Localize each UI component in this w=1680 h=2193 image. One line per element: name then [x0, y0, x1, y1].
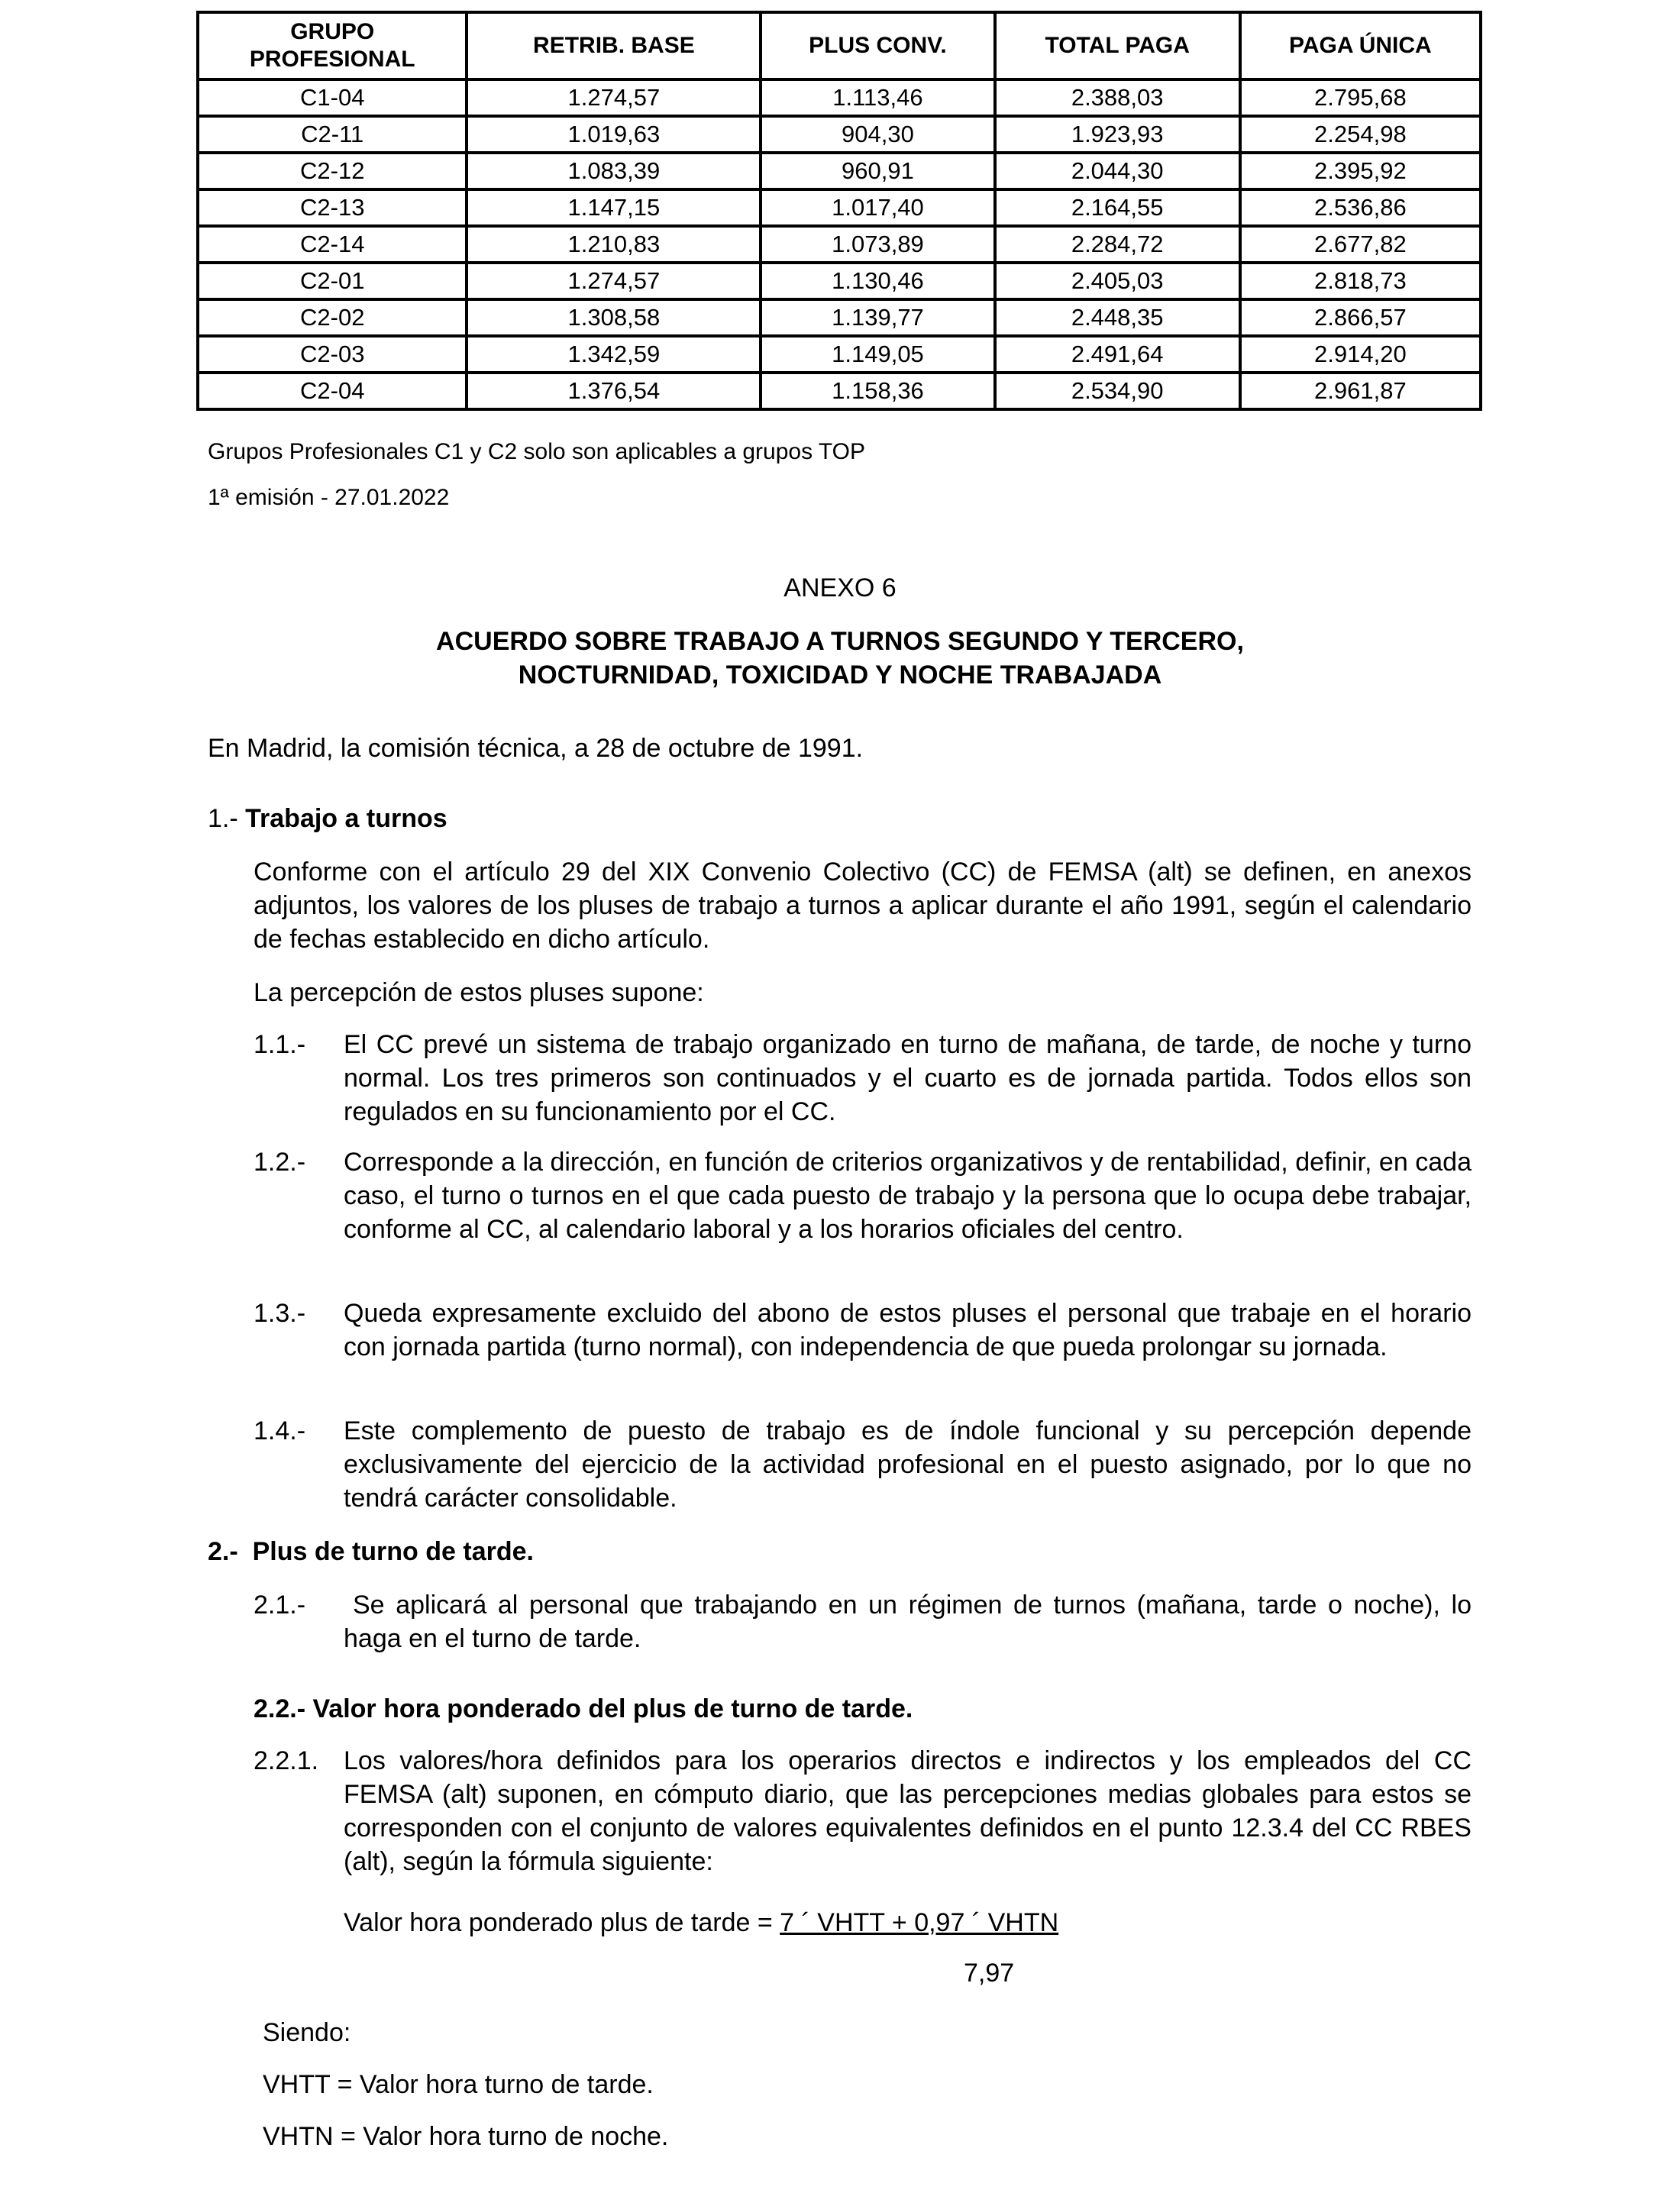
formula: [344, 1906, 1058, 1939]
item-text: Corresponde a la dirección, en función de criterios organizativos y de rentabilidad, definir, en cada caso, el turno o turnos en el que cada puesto de trabajo y la persona que lo ocupa debe trabajar, conforme al CC, al calendario laboral y a los horarios oficiales del centro.: [344, 1148, 1472, 1244]
cell-total: 2.448,35: [995, 299, 1240, 336]
cell-unica: 2.677,82: [1240, 226, 1481, 263]
item-text: Este complemento de puesto de trabajo es de índole funcional y su percepción depende exclusivamente del ejercicio de la actividad profesional en el puesto asignado, por lo que no tendrá carácter consolidable.: [344, 1416, 1472, 1513]
annex-title-line1: ACUERDO SOBRE TRABAJO A TURNOS SEGUNDO Y TERCERO,: [436, 627, 1244, 656]
section2-heading: [208, 1535, 534, 1568]
cell-retrib: 1.308,58: [467, 299, 761, 336]
cell-retrib: 1.210,83: [467, 226, 761, 263]
item-label: 1.3.-: [254, 1299, 306, 1328]
list-item-1-3: [254, 1297, 1472, 1364]
list-item-2-1: [254, 1588, 1472, 1655]
cell-total: 1.923,93: [995, 116, 1240, 153]
cell-retrib: 1.342,59: [467, 336, 761, 373]
cell-unica: 2.866,57: [1240, 299, 1481, 336]
cell-unica: 2.254,98: [1240, 116, 1481, 153]
item-text: Queda expresamente excluido del abono de estos pluses el personal que trabaje en el horario con jornada partida (turno normal), con independencia de que pueda prolongar su jornada.: [344, 1299, 1472, 1361]
cell-group: C2-03: [198, 336, 467, 373]
cell-plus: 1.017,40: [761, 189, 994, 226]
table-row: [198, 189, 1481, 226]
list-item-1-4: [254, 1414, 1472, 1515]
item-label: 2.1.-: [254, 1591, 306, 1620]
formula-numerator: 7 ´ VHTT + 0,97 ´ VHTN: [780, 1908, 1059, 1937]
formula-denominator: 7,97: [964, 1959, 1015, 1988]
header-retrib-base: RETRIB. BASE: [467, 12, 761, 79]
item-text: Los valores/hora definidos para los operarios directos e indirectos y los empleados del CC FEMSA (alt) suponen, en cómputo diario, que las percepciones medias globales para estos se corresponden con el conjunto de valores equivalentes definidos en el punto 12.3.4 del CC RBES (alt), según la fórmula siguiente:: [344, 1746, 1472, 1876]
cell-group: C2-01: [198, 263, 467, 299]
table-row: [198, 153, 1481, 189]
cell-plus: 960,91: [761, 153, 994, 189]
cell-retrib: 1.376,54: [467, 373, 761, 409]
cell-total: 2.284,72: [995, 226, 1240, 263]
cell-group: C2-04: [198, 373, 467, 409]
item-label: 1.4.-: [254, 1416, 306, 1445]
cell-group: C2-02: [198, 299, 467, 336]
cell-unica: 2.795,68: [1240, 79, 1481, 116]
table-row: [198, 226, 1481, 263]
cell-retrib: 1.083,39: [467, 153, 761, 189]
table-row: [198, 263, 1481, 299]
cell-total: 2.534,90: [995, 373, 1240, 409]
table-row: [198, 79, 1481, 116]
list-item-1-2: [254, 1145, 1472, 1246]
table-row: [198, 336, 1481, 373]
item-text: El CC prevé un sistema de trabajo organizado en turno de mañana, de tarde, de noche y turno normal. Los tres primeros son continuados y el cuarto es de jornada partida. Todos ellos son regulados en su funcionamiento por el CC.: [344, 1030, 1472, 1126]
header-total-paga: TOTAL PAGA: [995, 12, 1240, 79]
item-text: Se aplicará al personal que trabajando en un régimen de turnos (mañana, tarde o noche), lo haga en el turno de tarde.: [344, 1591, 1472, 1653]
item-label: 1.2.-: [254, 1148, 306, 1177]
formula-lhs: Valor hora ponderado plus de tarde =: [344, 1908, 780, 1937]
cell-retrib: 1.019,63: [467, 116, 761, 153]
cell-plus: 1.073,89: [761, 226, 994, 263]
groups-note: Grupos Profesionales C1 y C2 solo son aplicables a grupos TOP: [208, 439, 866, 464]
section1-intro: Conforme con el artículo 29 del XIX Convenio Colectivo (CC) de FEMSA (alt) se definen, en anexos adjuntos, los valores de los pluses de trabajo a turnos a aplicar durante el año 1991, según el calendario de fechas establecido en dicho artículo.: [254, 857, 1472, 954]
cell-unica: 2.914,20: [1240, 336, 1481, 373]
cell-total: 2.405,03: [995, 263, 1240, 299]
cell-plus: 1.149,05: [761, 336, 994, 373]
cell-group: C2-13: [198, 189, 467, 226]
cell-group: C2-12: [198, 153, 467, 189]
header-plus-conv: PLUS CONV.: [761, 12, 994, 79]
annex-label: ANEXO 6: [783, 573, 897, 602]
cell-total: 2.388,03: [995, 79, 1240, 116]
item-label: 1.1.-: [254, 1030, 306, 1059]
place-date: En Madrid, la comisión técnica, a 28 de octubre de 1991.: [208, 734, 864, 763]
section1-number: 1.-: [208, 804, 238, 833]
section1-lead: La percepción de estos pluses supone:: [254, 978, 704, 1007]
annex-title-line2: NOCTURNIDAD, TOXICIDAD Y NOCHE TRABAJADA: [518, 660, 1162, 690]
cell-plus: 1.139,77: [761, 299, 994, 336]
item-label: 2.2.1.: [254, 1746, 319, 1775]
table-header-row: [198, 12, 1481, 79]
cell-plus: 1.158,36: [761, 373, 994, 409]
cell-unica: 2.536,86: [1240, 189, 1481, 226]
header-grupo: GRUPO PROFESIONAL: [198, 12, 467, 79]
table-row: [198, 299, 1481, 336]
list-item-2-2-1: [254, 1744, 1472, 1878]
cell-unica: 2.818,73: [1240, 263, 1481, 299]
cell-total: 2.164,55: [995, 189, 1240, 226]
emission-note: 1ª emisión - 27.01.2022: [208, 485, 450, 510]
cell-group: C2-14: [198, 226, 467, 263]
cell-plus: 1.113,46: [761, 79, 994, 116]
siendo-label: Siendo:: [263, 2018, 351, 2047]
section1-heading: [208, 802, 447, 835]
table-row: [198, 373, 1481, 409]
cell-plus: 1.130,46: [761, 263, 994, 299]
cell-plus: 904,30: [761, 116, 994, 153]
header-paga-unica: PAGA ÚNICA: [1240, 12, 1481, 79]
cell-total: 2.491,64: [995, 336, 1240, 373]
cell-retrib: 1.274,57: [467, 263, 761, 299]
cell-unica: 2.395,92: [1240, 153, 1481, 189]
cell-total: 2.044,30: [995, 153, 1240, 189]
list-item-1-1: [254, 1028, 1472, 1129]
section2-number: 2.-: [208, 1537, 238, 1566]
subsection-2-2-title: 2.2.- Valor hora ponderado del plus de turno de tarde.: [254, 1694, 913, 1723]
cell-retrib: 1.274,57: [467, 79, 761, 116]
def-vhtn: VHTN = Valor hora turno de noche.: [263, 2122, 669, 2151]
salary-table: [196, 11, 1482, 411]
cell-unica: 2.961,87: [1240, 373, 1481, 409]
section1-title: Trabajo a turnos: [245, 804, 447, 833]
cell-group: C2-11: [198, 116, 467, 153]
cell-retrib: 1.147,15: [467, 189, 761, 226]
table-row: [198, 116, 1481, 153]
section2-title: Plus de turno de tarde.: [252, 1537, 534, 1566]
cell-group: C1-04: [198, 79, 467, 116]
def-vhtt: VHTT = Valor hora turno de tarde.: [263, 2070, 654, 2099]
